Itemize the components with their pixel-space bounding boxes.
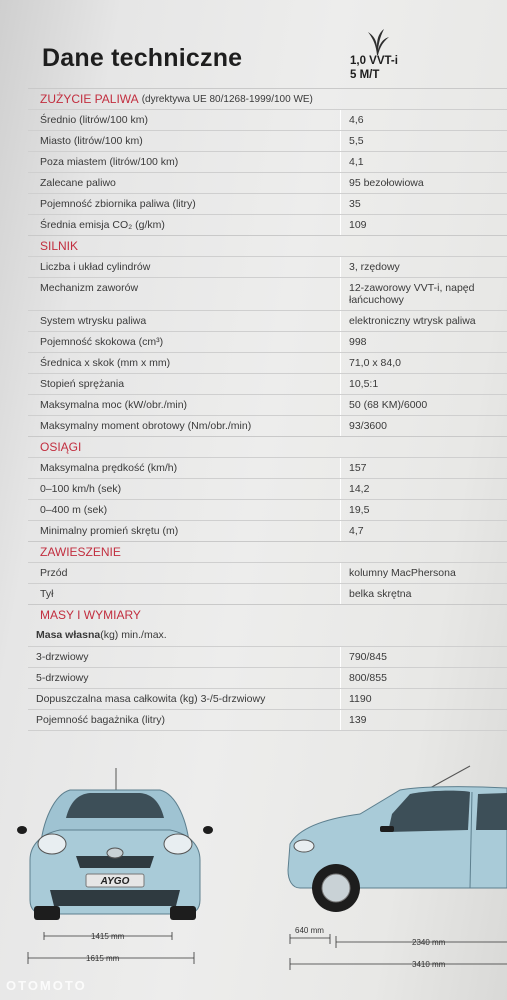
section-performance bbox=[28, 436, 507, 457]
row-value: 3, rzędowy bbox=[340, 257, 507, 277]
row-value: 157 bbox=[340, 458, 507, 478]
row-value: 93/3600 bbox=[340, 416, 507, 436]
row-value: 790/845 bbox=[340, 647, 507, 667]
row-value: 5,5 bbox=[340, 131, 507, 151]
section-title: ZUŻYCIE PALIWA bbox=[40, 92, 139, 106]
front-width-label: 1415 mm bbox=[91, 932, 125, 941]
row-label: 0–100 km/h (sek) bbox=[40, 482, 122, 495]
table-row bbox=[28, 688, 507, 709]
transmission: 5 M/T bbox=[350, 69, 380, 81]
row-label-bold: Masa własna bbox=[36, 629, 101, 641]
table-row bbox=[28, 583, 507, 604]
row-label: Minimalny promień skrętu (m) bbox=[40, 524, 179, 537]
table-row bbox=[28, 709, 507, 730]
row-label: 0–400 m (sek) bbox=[40, 503, 108, 516]
row-label: Pojemność bagażnika (litry) bbox=[36, 713, 165, 726]
row-value: belka skrętna bbox=[340, 584, 507, 604]
table-end-rule bbox=[28, 730, 507, 731]
row-value: 109 bbox=[340, 215, 507, 235]
car-front-view bbox=[17, 768, 213, 920]
engine-name: 1,0 VVT-i bbox=[350, 55, 398, 67]
row-value: 1190 bbox=[340, 689, 507, 709]
table-row bbox=[28, 373, 507, 394]
row-label: Maksymalny moment obrotowy (Nm/obr./min) bbox=[40, 419, 252, 432]
row-label: Tył bbox=[40, 587, 54, 600]
table-row bbox=[28, 394, 507, 415]
overhang-label: 640 mm bbox=[295, 926, 324, 935]
row-value: 71,0 x 84,0 bbox=[340, 353, 507, 373]
table-row bbox=[28, 310, 507, 331]
row-value: 14,2 bbox=[340, 479, 507, 499]
spec-table bbox=[28, 88, 507, 731]
row-label: Stopień sprężania bbox=[40, 377, 125, 390]
row-label: Liczba i układ cylindrów bbox=[40, 260, 151, 273]
section-title: SILNIK bbox=[40, 239, 79, 253]
row-value: 139 bbox=[340, 710, 507, 730]
row-label: Miasto (litrów/100 km) bbox=[40, 134, 143, 147]
table-row bbox=[28, 214, 507, 235]
row-label: Przód bbox=[40, 566, 68, 579]
table-row bbox=[28, 352, 507, 373]
table-row bbox=[28, 667, 507, 688]
section-dimensions bbox=[28, 604, 507, 625]
row-label: Średnio (litrów/100 km) bbox=[40, 113, 148, 126]
section-note: (dyrektywa UE 80/1268-1999/100 WE) bbox=[141, 93, 313, 105]
table-row bbox=[28, 478, 507, 499]
table-row bbox=[28, 193, 507, 214]
length-label: 3410 mm bbox=[412, 960, 446, 969]
leaf-icon bbox=[364, 28, 390, 56]
row-value: 4,7 bbox=[340, 521, 507, 541]
row-label: Maksymalna moc (kW/obr./min) bbox=[40, 398, 188, 411]
row-value: 800/855 bbox=[340, 668, 507, 688]
row-value: 10,5:1 bbox=[340, 374, 507, 394]
row-value: kolumny MacPhersona bbox=[340, 563, 507, 583]
table-row bbox=[28, 520, 507, 541]
row-value: 998 bbox=[340, 332, 507, 352]
wheelbase-label: 2340 mm bbox=[412, 938, 446, 947]
row-value: 19,5 bbox=[340, 500, 507, 520]
row-label bbox=[28, 625, 340, 646]
row-value: 4,1 bbox=[340, 152, 507, 172]
row-value: elektroniczny wtrysk paliwa bbox=[340, 311, 507, 331]
row-value: 35 bbox=[340, 194, 507, 214]
section-title: MASY I WYMIARY bbox=[40, 608, 141, 622]
row-value: 95 bezołowiowa bbox=[340, 173, 507, 193]
row-label: 3-drzwiowy bbox=[36, 650, 89, 663]
table-row bbox=[28, 646, 507, 667]
row-value: 50 (68 KM)/6000 bbox=[340, 395, 507, 415]
section-title: ZAWIESZENIE bbox=[40, 545, 121, 559]
table-row bbox=[28, 277, 507, 310]
row-label: System wtrysku paliwa bbox=[40, 314, 147, 327]
table-row bbox=[28, 151, 507, 172]
table-row bbox=[28, 457, 507, 478]
row-label: Zalecane paliwo bbox=[40, 176, 116, 189]
row-value bbox=[340, 625, 507, 646]
table-row bbox=[28, 130, 507, 151]
front-track-label: 1615 mm bbox=[86, 954, 120, 963]
row-label: Pojemność skokowa (cm³) bbox=[40, 335, 164, 348]
table-row bbox=[28, 256, 507, 277]
row-label: 5-drzwiowy bbox=[36, 671, 89, 684]
row-label: Poza miastem (litrów/100 km) bbox=[40, 155, 179, 168]
car-side-view bbox=[288, 766, 507, 912]
watermark: OTOMOTO bbox=[6, 978, 87, 993]
row-label: Dopuszczalna masa całkowita (kg) 3-/5-drzwiowy bbox=[36, 692, 266, 705]
row-label: Mechanizm zaworów bbox=[40, 282, 139, 294]
table-row bbox=[28, 331, 507, 352]
row-label: Maksymalna prędkość (km/h) bbox=[40, 461, 178, 474]
row-label: Pojemność zbiornika paliwa (litry) bbox=[40, 197, 196, 210]
car-badge: AYGO bbox=[100, 876, 130, 887]
engine-header bbox=[350, 54, 398, 82]
row-value: 4,6 bbox=[340, 110, 507, 130]
table-row bbox=[28, 172, 507, 193]
section-fuel bbox=[28, 88, 507, 109]
section-engine bbox=[28, 235, 507, 256]
table-row bbox=[28, 109, 507, 130]
row-label: Średnia emisja CO₂ (g/km) bbox=[40, 218, 165, 231]
row-value: 12-zaworowy VVT-i, napęd łańcuchowy bbox=[340, 278, 507, 310]
table-row bbox=[28, 415, 507, 436]
row-label-rest: (kg) min./max. bbox=[100, 629, 167, 641]
side-dimensions bbox=[290, 934, 507, 970]
table-row bbox=[28, 499, 507, 520]
table-row bbox=[28, 625, 507, 646]
section-title: OSIĄGI bbox=[40, 440, 82, 454]
page-title: Dane techniczne bbox=[42, 44, 243, 72]
table-row bbox=[28, 562, 507, 583]
row-label: Średnica x skok (mm x mm) bbox=[40, 356, 171, 369]
section-suspension bbox=[28, 541, 507, 562]
